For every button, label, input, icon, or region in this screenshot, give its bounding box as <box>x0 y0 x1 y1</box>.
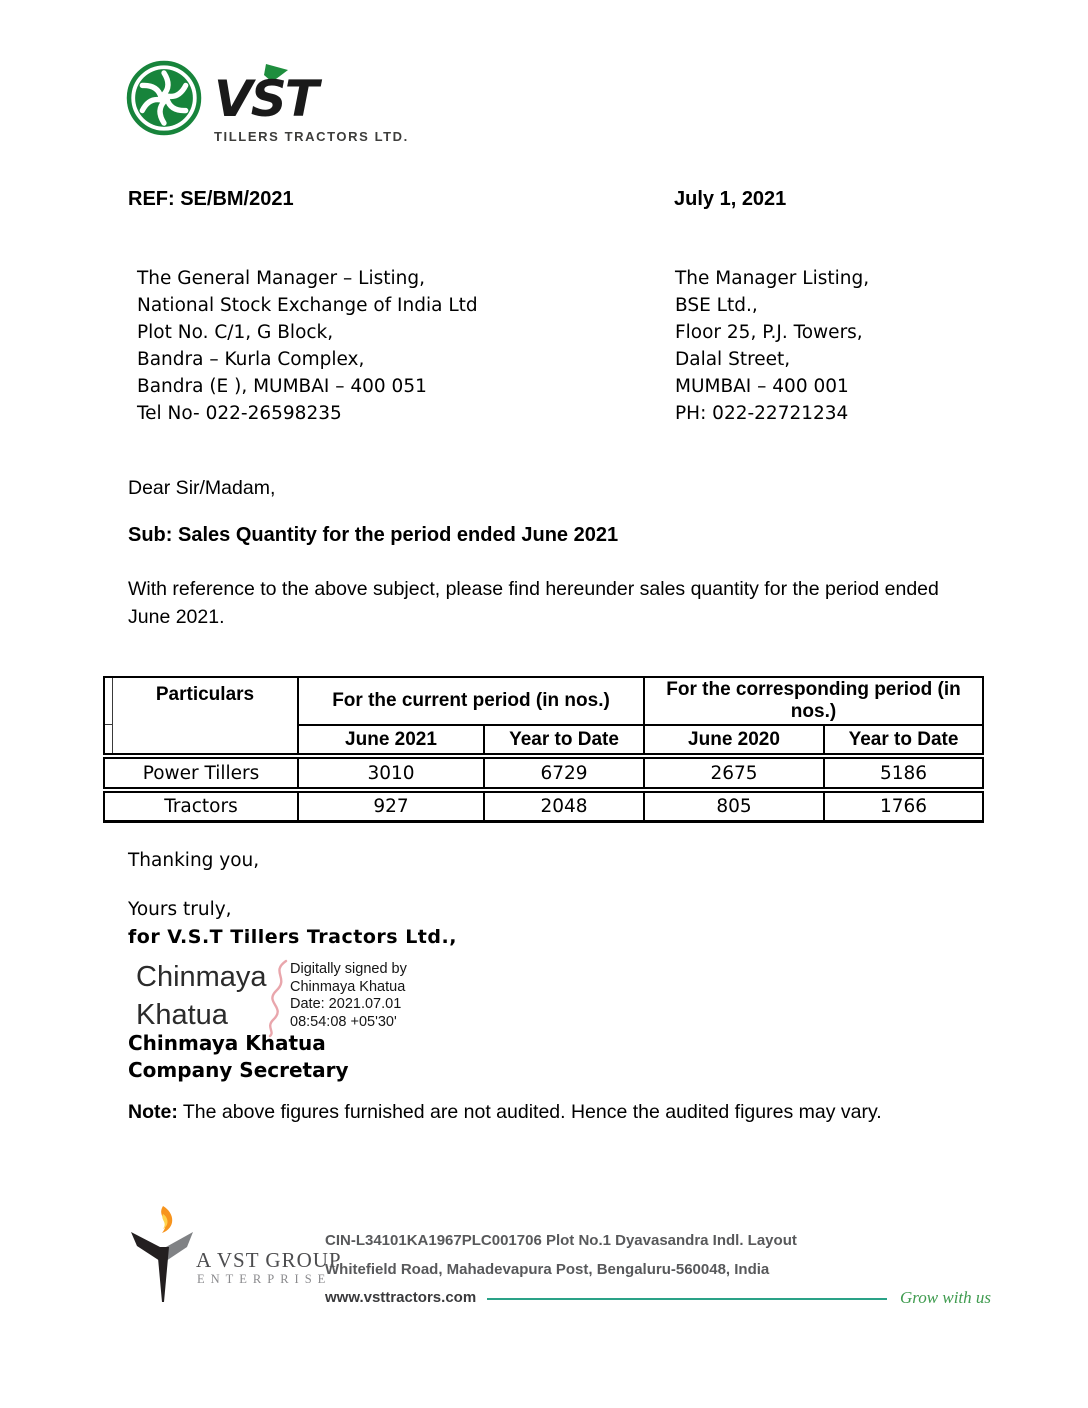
address-line: Bandra – Kurla Complex, <box>137 349 365 370</box>
footer-group-name: A VST GROUP <box>196 1248 342 1272</box>
address-line: PH: 022-22721234 <box>675 403 849 424</box>
column-header-june-2020: June 2020 <box>643 724 823 753</box>
cell-value: 3010 <box>297 759 483 787</box>
digital-signature-details <box>290 961 407 1031</box>
footer-divider-line <box>487 1298 887 1300</box>
address-line: The General Manager – Listing, <box>137 268 426 289</box>
signatory-title: Company Secretary <box>128 1058 349 1082</box>
column-header-corresponding-period: For the corresponding period (in nos.) <box>643 678 982 724</box>
cell-value: 2048 <box>483 793 643 820</box>
reference-number: REF: SE/BM/2021 <box>128 188 294 210</box>
sales-table-header <box>103 676 984 755</box>
column-header-ytd-previous: Year to Date <box>823 724 982 753</box>
table-row-power-tillers <box>103 757 984 789</box>
column-header-ytd-current: Year to Date <box>483 724 643 753</box>
signature-detail-line: Digitally signed by <box>290 961 407 977</box>
footer-slogan: Grow with us <box>900 1288 992 1307</box>
signature-detail-line: Chinmaya Khatua <box>290 978 406 995</box>
table-row-tractors <box>103 791 984 823</box>
address-line: BSE Ltd., <box>675 295 758 316</box>
vst-wordmark-icon <box>214 62 350 127</box>
address-line: National Stock Exchange of India Ltd <box>137 295 478 316</box>
logo-brand-text: VST <box>214 70 317 122</box>
closing-thanking: Thanking you, <box>128 850 260 871</box>
vst-emblem-icon <box>126 60 202 141</box>
recipient-address-nse <box>137 265 478 427</box>
recipient-address-bse <box>675 265 869 427</box>
signatory-name: Chinmaya Khatua <box>128 1031 326 1055</box>
column-header-current-period: For the current period (in nos.) <box>297 678 643 724</box>
table-sliver-cell <box>105 678 113 724</box>
address-line: Dalal Street, <box>675 349 791 370</box>
address-line: Bandra (E ), MUMBAI – 400 051 <box>137 376 427 397</box>
closing-yours-truly: Yours truly, <box>128 899 232 920</box>
signature-name-line: Chinmaya <box>136 961 267 993</box>
company-logo <box>126 60 409 144</box>
address-line: Floor 25, P.J. Towers, <box>675 322 863 343</box>
column-header-particulars: Particulars <box>155 684 255 705</box>
cell-value: 1766 <box>823 793 982 820</box>
cell-value: 805 <box>643 793 823 820</box>
row-label: Power Tillers <box>142 762 260 784</box>
note-paragraph <box>128 1098 994 1126</box>
footer-enterprise-label: ENTERPRISE <box>197 1272 332 1286</box>
cell-value: 927 <box>297 793 483 820</box>
digital-signature-name <box>136 958 267 1034</box>
note-label: Note: <box>128 1101 178 1123</box>
signature-name-line: Khatua <box>136 999 228 1031</box>
table-sliver-cell <box>105 724 113 753</box>
cell-value: 2675 <box>643 759 823 787</box>
column-header-june-2021: June 2021 <box>297 724 483 753</box>
footer-website: www.vsttractors.com <box>325 1289 477 1306</box>
address-line: Plot No. C/1, G Block, <box>137 322 334 343</box>
signature-detail-line: 08:54:08 +05'30' <box>290 1013 397 1030</box>
subject-line: Sub: Sales Quantity for the period ended June 2021 <box>128 524 619 546</box>
letter-date: July 1, 2021 <box>674 188 787 210</box>
address-line: MUMBAI – 400 001 <box>675 376 849 397</box>
cell-value: 5186 <box>823 759 982 787</box>
signature-detail-line: Date: 2021.07.01 <box>290 996 402 1012</box>
note-text: The above figures furnished are not audited. Hence the audited figures may vary. <box>177 1101 882 1123</box>
logo-tagline: TILLERS TRACTORS LTD. <box>214 129 409 144</box>
footer-address-line2: Whitefield Road, Mahadevapura Post, Bengaluru-560048, India <box>325 1261 770 1278</box>
salutation: Dear Sir/Madam, <box>128 477 276 499</box>
torch-logo-icon <box>130 1205 194 1310</box>
body-paragraph: With reference to the above subject, please find hereunder sales quantity for the period ended June 2021. <box>128 578 939 628</box>
cell-value: 6729 <box>483 759 643 787</box>
footer-cin-address: CIN-L34101KA1967PLC001706 Plot No.1 Dyavasandra Indl. Layout <box>325 1232 797 1249</box>
address-line: Tel No- 022-26598235 <box>137 403 342 424</box>
row-label: Tractors <box>164 796 238 817</box>
address-line: The Manager Listing, <box>675 268 870 289</box>
closing-company-line: for V.S.T Tillers Tractors Ltd., <box>128 926 457 948</box>
